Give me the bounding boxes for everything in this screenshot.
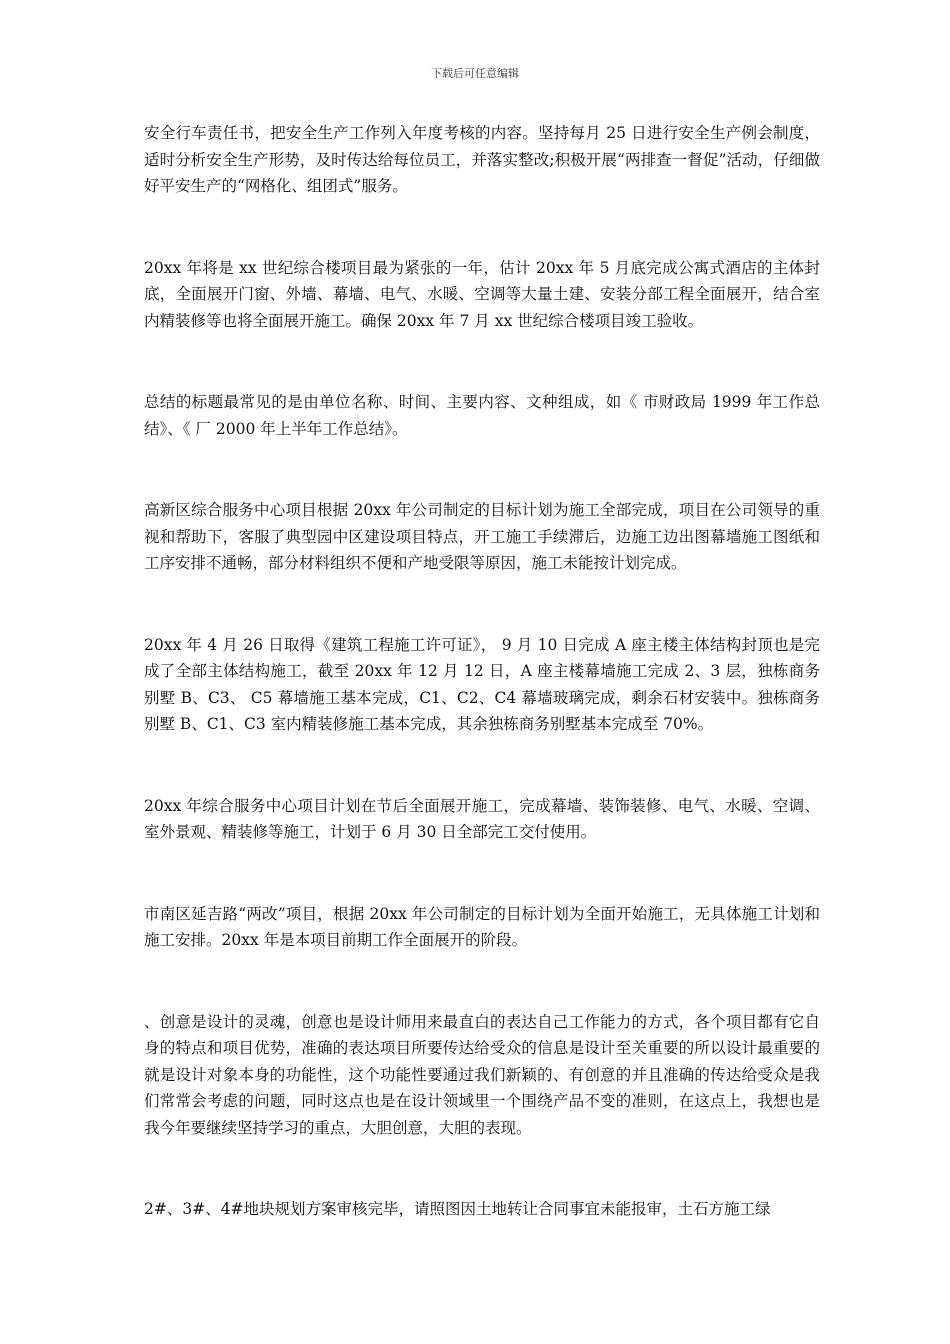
page-header: 下载后可任意编辑	[431, 67, 519, 80]
paragraph-3: 总结的标题最常见的是由单位名称、时间、主要内容、文种组成，如《 市财政局 1999 年工作总结》、《 厂 2000 年上半年工作总结》。	[144, 393, 820, 438]
document-body	[144, 120, 820, 1223]
paragraph-5: 20xx 年 4 月 26 日取得《建筑工程施工许可证》， 9 月 10 日完成 A 座主楼主体结构封顶也是完成了全部主体结构施工，截至 20xx 年 12 月 12 日，A 座主楼幕墙施工完成 2、3 层，独栋商务别墅 B、C3、 C5 幕墙施工基本完成，C1、C2、C4 幕墙玻璃完成，剩余石材安装中。独栋商务别墅 B、C1、C3 室内精装修施工基本完成，其余独栋商务别墅基本完成至 70%。	[144, 635, 820, 733]
paragraph-2: 20xx 年将是 xx 世纪综合楼项目最为紧张的一年，估计 20xx 年 5 月底完成公寓式酒店的主体封底，全面展开门窗、外墙、幕墙、电气、水暖、空调等大量土建、安装分部工程全面展开，结合室内精装修等也将全面展开施工。确保 20xx 年 7 月 xx 世纪综合楼项目竣工验收。	[144, 258, 820, 330]
paragraph-4: 高新区综合服务中心项目根据 20xx 年公司制定的目标计划为施工全部完成，项目在公司领导的重视和帮助下，客服了典型园中区建设项目特点，开工施工手续滞后，边施工边出图幕墙施工图纸和工序安排不通畅，部分材料组织不便和产地受限等原因，施工未能按计划完成。	[144, 501, 820, 572]
paragraph-6: 20xx 年综合服务中心项目计划在节后全面展开施工，完成幕墙、装饰装修、电气、水暖、空调、室外景观、精装修等施工，计划于 6 月 30 日全部完工交付使用。	[144, 796, 820, 841]
paragraph-9: 2#、3#、4#地块规划方案审核完毕，请照图因土地转让合同事宜未能报审，土石方施工绿	[144, 1200, 771, 1218]
paragraph-8: 、创意是设计的灵魂，创意也是设计师用来最直白的表达自己工作能力的方式，各个项目都有它自身的特点和项目优势，准确的表达项目所要传达给受众的信息是设计至关重要的所以设计最重要的就是设计对象本身的功能性，这个功能性要通过我们新颖的、有创意的并且准确的传达给受众是我们常常会考虑的问题，同时这点也是在设计领域里一个围绕产品不变的准则，在这点上，我想也是我今年要继续坚持学习的重点，大胆创意，大胆的表现。	[144, 1012, 820, 1137]
paragraph-1: 安全行车责任书，把安全生产工作列入年度考核的内容。坚持每月 25 日进行安全生产例会制度，适时分析安全生产形势，及时传达给每位员工，并落实整改;积极开展“两排查一督促”活动，仔细做好平安生产的“网格化、组团式”服务。	[144, 124, 820, 195]
paragraph-7: 市南区延吉路“两改”项目，根据 20xx 年公司制定的目标计划为全面开始施工，无具体施工计划和施工安排。20xx 年是本项目前期工作全面展开的阶段。	[144, 904, 820, 949]
